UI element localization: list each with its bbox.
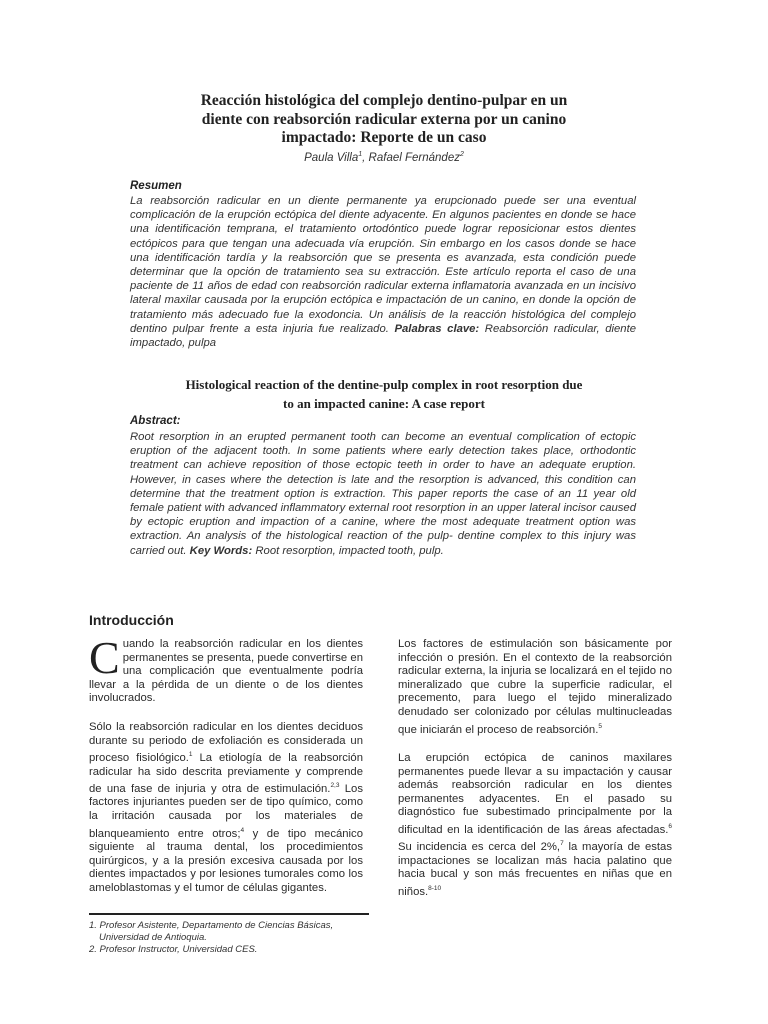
intro-p2-text-d: y de tipo mecánico siguiente al trauma dental, los procedimientos quirúrgicos, y a la presión excesiva causada por los dientes impactados y por lesiones tumorales como los ameloblastomas y el tumor de células gigantes.	[89, 827, 363, 894]
author-2-affiliation: 2	[459, 151, 464, 158]
citation-sup: 1	[188, 751, 193, 759]
resumen-keywords: Reabsorción radicular, diente impactado, pulpa	[130, 322, 637, 350]
citation-sup: 8-10	[428, 884, 442, 892]
drop-cap: C	[89, 632, 120, 683]
footnote-1: 1. Profesor Asistente, Departamento de Ciencias Básicas,	[89, 920, 334, 931]
resumen-heading: Resumen	[130, 180, 182, 192]
footnote-2: 2. Profesor Instructor, Universidad CES.	[89, 944, 258, 955]
intro-paragraph-2	[89, 721, 363, 895]
citation-sup: 2,3	[330, 782, 340, 790]
intro-p2-text-b: La etiología de la reabsorción radicular ha sido descrita previamente y comprende de una fase de injuria y otra de estimulación.	[89, 751, 364, 795]
citation-sup: 4	[240, 826, 245, 834]
intro-p4-text-b: Su incidencia es cerca del 2%,	[398, 841, 561, 854]
intro-p2-text-c: Los factores injuriantes pueden ser de tipo químico, como la irritación causada por los materiales de blanqueamiento entre otros;	[89, 782, 363, 840]
resumen-body: La reabsorción radicular en un diente permanente ya erupcionado puede ser una eventual complicación de la erupción ectópica del diente adyacente. En algunos pacientes en donde se hace una identificación temprana, el tratamiento ortodóntico puede lograr reposicionar estos dientes ectópicos para que tengan una adecuada vía erupción. Sin embargo en los casos donde se hace una identificación tardía y la reabsorción que se presenta es avanzada, esta condición puede determinar que la opción de tratamiento sea su extracción. Este artículo reporta el caso de una paciente de 11 años de edad con reabsorción radicular externa inflamatoria avanzada en un incisivo lateral maxilar causada por la erupción ectópica e impactación de un canino, en donde la opción de tratamiento más adecuado fue la exodoncia. Un análisis de la reacción histológica del complejo dentino pulpar frente a esta injuria fue realizado.	[130, 195, 636, 335]
column-left	[89, 632, 364, 910]
intro-paragraph-4	[398, 752, 672, 899]
intro-p4-text-a: La erupción ectópica de caninos maxilares permanentes puede llevar a su impactación y causar además reabsorción radicular en los dientes permanentes adyacentes. En el pasado su diagnóstico fue subestimado principalmente por la dificultad en la identificación de las áreas afectadas.	[398, 751, 672, 836]
authors	[130, 151, 638, 164]
abstract-heading: Abstract:	[130, 415, 181, 427]
abstract-keywords-label: Key Words:	[189, 544, 253, 557]
citation-sup: 6	[668, 822, 672, 830]
author-separator: ,	[362, 151, 369, 164]
intro-p2-text-a: Sólo la reabsorción radicular en los dientes deciduos durante su periodo de exfoliación es considerada un proceso fisiológico.	[89, 720, 363, 764]
resumen-keywords-label: Palabras clave:	[394, 322, 480, 335]
title-english-line-1: Histological reaction of the dentine-pulp complex in root resorption due	[185, 377, 583, 392]
citation-sup: 7	[560, 840, 564, 848]
intro-p4-text-c: la mayoría de estas impactaciones se localizan más hacia palatino que hacia bucal y son más frecuentes en niñas que en niños.	[398, 841, 672, 898]
author-2: Rafael Fernández	[368, 151, 460, 164]
intro-paragraph-1	[89, 632, 363, 706]
abstract-keywords: Root resorption, impacted tooth, pulp.	[255, 544, 444, 557]
title-spanish-line-2: diente con reabsorción radicular externa por un canino	[201, 110, 567, 128]
author-1-affiliation: 1	[358, 151, 363, 158]
title-english	[130, 376, 638, 413]
abstract-body: Root resorption in an erupted permanent tooth can become an eventual complication of ectopic eruption of the adjacent tooth. In some patients where early detection takes place, orthodontic treatment can achieve reposition of those ectopic teeth in order to have an adequate eruption. However, in cases where the detection is late and the resorption is advanced, this condition can determine that the treatment option is extraction. This paper reports the case of an 11 year old female patient with advanced inflammatory external root resorption in an upper lateral incisor caused by ectopic eruption and impaction of a canine, where the most adequate treatment option was extraction. An analysis of the histological reaction of the pulp- dentine complex to this injury was carried out.	[130, 431, 636, 557]
title-spanish-line-3: impactado: Reporte de un caso	[281, 129, 487, 146]
intro-paragraph-3	[398, 638, 672, 737]
intro-p1-text: uando la reabsorción radicular en los dientes permanentes se presenta, puede convertirse en una complicación que eventualmente podría llevar a la pérdida de un diente o de los dientes involucrados.	[89, 638, 363, 705]
footnote-divider	[89, 913, 369, 915]
abstract-text	[130, 430, 636, 558]
intro-heading: Introducción	[89, 612, 174, 628]
citation-sup: 5	[598, 722, 602, 730]
footnote-1-cont: Universidad de Antioquia.	[99, 932, 207, 943]
column-right	[398, 638, 672, 914]
title-spanish-line-1: Reacción histológica del complejo dentino-pulpar en un	[200, 92, 568, 109]
author-1: Paula Villa	[304, 151, 359, 164]
title-spanish	[130, 92, 638, 148]
resumen-text	[130, 194, 636, 350]
title-english-line-2: to an impacted canine: A case report	[283, 395, 485, 411]
footnotes	[89, 920, 333, 956]
intro-p3-text: Los factores de estimulación son básicamente por infección o presión. En el contexto de la reabsorción radicular externa, la injuria se localizará en el tejido no mineralizado que cubre la superficie radicular, el precemento, para luego el tejido mineralizado denudado ser colonizado por células multinucleadas que iniciarán el proceso de reabsorción.	[398, 638, 672, 736]
